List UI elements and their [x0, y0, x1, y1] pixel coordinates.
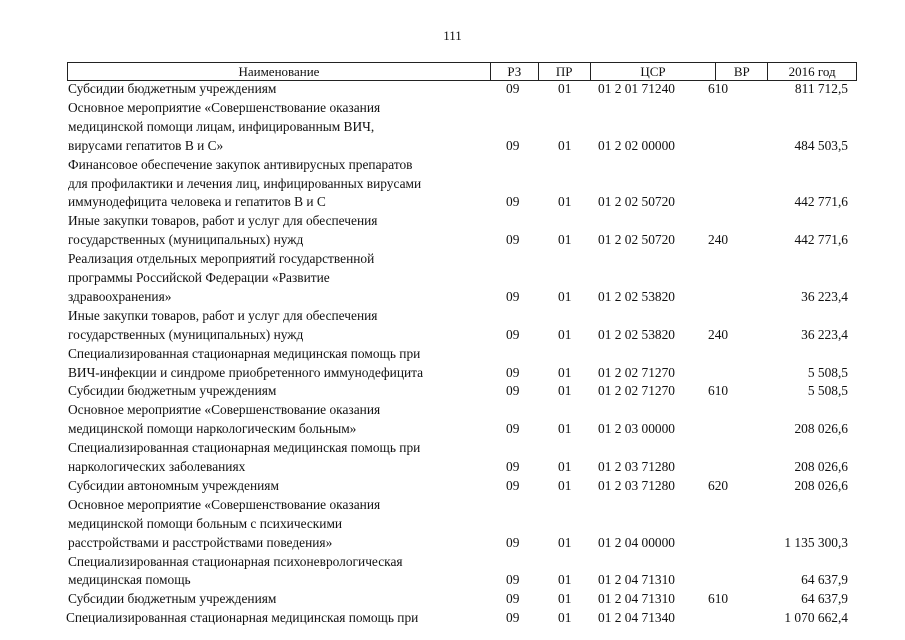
- table-row: [0, 345, 905, 362]
- row-sum: 208 026,6: [794, 459, 848, 474]
- row-csr: 01 2 03 71280: [598, 477, 675, 493]
- row-csr: 01 2 02 71270: [598, 364, 675, 380]
- table-row: [0, 458, 905, 475]
- row-name: медицинской помощи наркологическим больным»: [68, 421, 357, 437]
- row-rz: 09: [506, 194, 520, 210]
- row-name: Специализированная стационарная медицинская помощь при: [66, 610, 419, 626]
- table-row: [0, 212, 905, 229]
- row-csr: 01 2 03 00000: [598, 421, 675, 437]
- row-csr: 01 2 04 71310: [598, 572, 675, 588]
- row-rz: 09: [506, 459, 520, 474]
- row-name: Специализированная стационарная медицинская помощь при: [68, 440, 421, 456]
- header-year: 2016 год: [788, 64, 836, 79]
- row-csr: 01 2 04 00000: [598, 534, 675, 550]
- row-sum: 442 771,6: [794, 194, 848, 210]
- page-number: 111: [443, 28, 462, 43]
- row-rz: 09: [506, 591, 520, 607]
- row-pr: 01: [558, 421, 572, 437]
- table-row: [0, 193, 905, 210]
- row-rz: 09: [506, 610, 520, 626]
- row-name: Основное мероприятие «Совершенствование оказания: [68, 402, 381, 418]
- table-row: [0, 477, 905, 494]
- table-row: [0, 590, 905, 607]
- table-row: [0, 534, 905, 551]
- row-sum: 811 712,5: [794, 81, 848, 96]
- table-row: [0, 364, 905, 381]
- row-csr: 01 2 02 53820: [598, 288, 675, 304]
- row-pr: 01: [558, 194, 572, 210]
- row-pr: 01: [558, 232, 572, 248]
- table-row: [0, 420, 905, 437]
- table-row: [0, 401, 905, 418]
- row-name: медицинской помощи больным с психическими: [68, 515, 343, 531]
- row-vr: 620: [708, 477, 729, 493]
- table-row: [0, 515, 905, 532]
- row-name: Специализированная стационарная медицинская помощь при: [68, 345, 421, 361]
- row-vr: 240: [708, 232, 729, 248]
- row-csr: 01 2 03 71280: [598, 459, 675, 474]
- table-row: [0, 250, 905, 267]
- row-sum: 1 135 300,3: [784, 534, 848, 550]
- row-pr: 01: [558, 81, 572, 96]
- row-csr: 01 2 02 00000: [598, 137, 675, 153]
- table-header: [67, 62, 857, 81]
- table-row: [0, 231, 905, 248]
- row-pr: 01: [558, 459, 572, 474]
- row-pr: 01: [558, 610, 572, 626]
- table-row: [0, 382, 905, 399]
- row-rz: 09: [506, 364, 520, 380]
- row-name: Субсидии автономным учреждениям: [68, 477, 279, 493]
- header-name: Наименование: [68, 63, 491, 80]
- row-sum: 36 223,4: [801, 326, 848, 342]
- table-row: [0, 80, 905, 97]
- row-csr: 01 2 04 71340: [598, 610, 675, 626]
- row-vr: 240: [708, 326, 729, 342]
- row-rz: 09: [506, 81, 520, 96]
- row-name: для профилактики и лечения лиц, инфицированных вирусами: [68, 175, 422, 191]
- row-sum: 36 223,4: [801, 288, 848, 304]
- row-sum: 442 771,6: [794, 232, 848, 248]
- row-csr: 01 2 02 71270: [598, 383, 675, 399]
- row-rz: 09: [506, 288, 520, 304]
- row-csr: 01 2 01 71240: [598, 81, 675, 96]
- row-name: медицинской помощи лицам, инфицированным ВИЧ,: [68, 118, 375, 134]
- header-rz: РЗ: [491, 63, 539, 80]
- header-vr: ВР: [716, 63, 768, 80]
- row-name: программы Российской Федерации «Развитие: [68, 270, 330, 285]
- row-pr: 01: [558, 477, 572, 493]
- row-name: ВИЧ-инфекции и синдроме приобретенного иммунодефицита: [68, 364, 424, 380]
- table-row: [0, 496, 905, 513]
- row-name: наркологических заболеваниях: [68, 459, 246, 474]
- row-sum: 208 026,6: [794, 421, 848, 437]
- row-name: Субсидии бюджетным учреждениям: [68, 591, 277, 607]
- row-sum: 484 503,5: [794, 137, 848, 153]
- row-pr: 01: [558, 591, 572, 607]
- table-row: [0, 609, 905, 626]
- row-csr: 01 2 02 50720: [598, 194, 675, 210]
- table-row: [0, 307, 905, 324]
- row-rz: 09: [506, 326, 520, 342]
- table-row: [0, 439, 905, 456]
- row-name: Иные закупки товаров, работ и услуг для обеспечения: [68, 307, 378, 323]
- table-row: [0, 99, 905, 116]
- row-name: Субсидии бюджетным учреждениям: [68, 81, 277, 96]
- row-sum: 5 508,5: [807, 364, 848, 380]
- row-name: Основное мероприятие «Совершенствование оказания: [68, 496, 381, 512]
- row-name: иммунодефицита человека и гепатитов В и С: [68, 194, 326, 210]
- row-sum: 208 026,6: [794, 477, 848, 493]
- row-name: расстройствами и расстройствами поведения»: [68, 534, 333, 550]
- row-rz: 09: [506, 383, 520, 399]
- table-row: [0, 326, 905, 343]
- header-pr: ПР: [539, 63, 591, 80]
- row-name: государственных (муниципальных) нужд: [68, 326, 304, 342]
- table-row: [0, 175, 905, 192]
- table-row: [0, 288, 905, 305]
- table-row: [0, 156, 905, 173]
- row-sum: 64 637,9: [801, 591, 848, 607]
- row-pr: 01: [558, 137, 572, 153]
- row-name: здравоохранения»: [68, 288, 172, 304]
- table-row: [0, 571, 905, 588]
- table-row: [0, 137, 905, 154]
- row-pr: 01: [558, 534, 572, 550]
- row-vr: 610: [708, 591, 729, 607]
- row-name: Основное мероприятие «Совершенствование оказания: [68, 99, 381, 115]
- row-csr: 01 2 02 53820: [598, 326, 675, 342]
- table-row: [0, 553, 905, 570]
- table-row: [0, 269, 905, 286]
- row-rz: 09: [506, 137, 520, 153]
- row-pr: 01: [558, 326, 572, 342]
- row-name: Финансовое обеспечение закупок антивирусных препаратов: [68, 156, 413, 172]
- row-csr: 01 2 04 71310: [598, 591, 675, 607]
- row-rz: 09: [506, 572, 520, 588]
- row-name: Субсидии бюджетным учреждениям: [68, 383, 277, 399]
- row-pr: 01: [558, 364, 572, 380]
- row-name: медицинская помощь: [68, 572, 191, 588]
- row-name: Реализация отдельных мероприятий государственной: [68, 251, 375, 267]
- row-sum: 5 508,5: [807, 383, 848, 399]
- row-rz: 09: [506, 534, 520, 550]
- header-csr: ЦСР: [591, 63, 717, 80]
- row-name: Иные закупки товаров, работ и услуг для обеспечения: [68, 213, 378, 229]
- row-rz: 09: [506, 421, 520, 437]
- row-csr: 01 2 02 50720: [598, 232, 675, 248]
- row-pr: 01: [558, 288, 572, 304]
- row-sum: 64 637,9: [801, 572, 848, 588]
- row-pr: 01: [558, 383, 572, 399]
- row-sum: 1 070 662,4: [784, 610, 848, 626]
- row-vr: 610: [708, 81, 729, 96]
- row-name: государственных (муниципальных) нужд: [68, 232, 304, 248]
- row-vr: 610: [708, 383, 729, 399]
- row-name: вирусами гепатитов В и С»: [68, 137, 224, 153]
- row-pr: 01: [558, 572, 572, 588]
- row-name: Специализированная стационарная психоневрологическая: [68, 553, 403, 569]
- row-rz: 09: [506, 477, 520, 493]
- table-row: [0, 118, 905, 135]
- row-rz: 09: [506, 232, 520, 248]
